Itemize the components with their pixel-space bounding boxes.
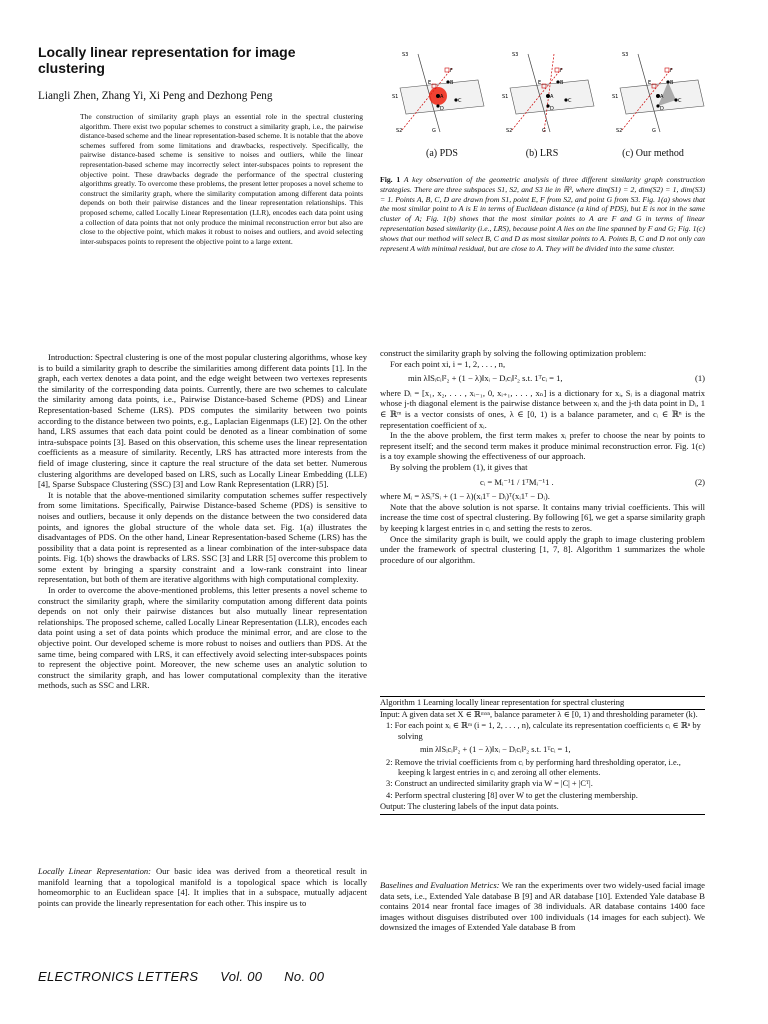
figure-caption (380, 175, 705, 253)
footer-journal: ELECTRONICS LETTERS (38, 969, 199, 984)
algorithm-input: Input: A given data set X ∈ ℝᵐˣⁿ, balance parameter λ ∈ [0, 1) and thresholding parameter (k). (380, 710, 698, 720)
label-g: G (542, 128, 546, 134)
label-c: C (678, 98, 682, 104)
label-a: A (440, 94, 444, 100)
label-s2: S2 (616, 128, 623, 134)
label-a: A (550, 94, 554, 100)
solving-text: By solving the problem (1), it gives that (390, 461, 528, 472)
figure-panel-b (502, 52, 594, 134)
once-text: Once the similarity graph is built, we could apply the graph to image clustering problem under the framework of spectral clustering [1, 7, 8]. Algorithm 1 summarizes the whole procedure of our algorithm. (380, 533, 705, 565)
label-b: B (450, 80, 454, 86)
intro-section (38, 352, 367, 691)
label-s3: S3 (512, 52, 519, 58)
label-g: G (432, 128, 436, 134)
algorithm-step-1: 1: For each point xᵢ ∈ ℝᵐ (i = 1, 2, . . . , n), calculate its representation coefficients cᵢ ∈ ℝⁿ by solving (386, 721, 701, 741)
label-s2: S2 (396, 128, 403, 134)
footer-volume: Vol. 00 (220, 969, 263, 984)
where-2: where Mᵢ = λSᵢᵀSᵢ + (1 − λ)(xᵢ1ᵀ − Dᵢ)ᵀ(xᵢ1ᵀ − Dᵢ). (380, 491, 550, 502)
llr-section (38, 866, 367, 908)
algorithm-step-2: 2: Remove the trivial coefficients from cᵢ by performing hard thresholding operator, i.e., keeping k largest entries in cᵢ and zeroing all other elements. (386, 758, 681, 778)
figure-sublabel-b: (b) LRS (525, 148, 559, 159)
algorithm-step-3: 3: Construct an undirected similarity graph via W = |C| + |Cᵀ|. (386, 779, 593, 789)
equation-1 (380, 373, 705, 384)
method-section (380, 348, 705, 565)
label-e: E (428, 80, 432, 86)
label-g: G (652, 128, 656, 134)
for-each-point: For each point xi, i = 1, 2, . . . , n, (390, 358, 506, 369)
label-s3: S3 (402, 52, 409, 58)
algorithm-step-4: 4: Perform spectral clustering [8] over W to get the clustering membership. (386, 790, 638, 800)
algorithm-head: Algorithm 1 Learning locally linear representation for spectral clustering (380, 696, 705, 710)
label-d: D (550, 106, 554, 112)
label-e: E (648, 80, 652, 86)
figure-sublabel-c: (c) Our method (622, 148, 684, 159)
label-s3: S3 (622, 52, 629, 58)
note-text: Note that the above solution is not sparse. It contains many trivial coefficients. This will increase the time cost of spectral clustering. By following [6], we get a sparse similarity graph by keeping k largest entries in cᵢ and setting the rests to zeros. (380, 501, 705, 533)
method-intro: construct the similarity graph by solving the following optimization problem: (380, 348, 647, 358)
para-above: In the the above problem, the first term makes xᵢ prefer to choose the near by points to represent itself; and the second term makes it produce minimal reconstruction error. Fig. 1(c) is a toy example showing the effectiveness of our approach. (380, 430, 705, 462)
label-c: C (568, 98, 572, 104)
intro-paragraph-1: Introduction: Spectral clustering is one of the most popular clustering algorithms, whose key is to build a similarity graph to describe the similarities among different data points [1]. In the graph, each vertex denotes a data point, and the edge weight between two vertexes represents the similarity of the corresponding data points. Currently, there are two schemes to calculate the similarity among data points, i.e., Pairwise Distance-based Scheme (PDS) and Linear Representation-based Scheme (LRS). PDS computes the similarity between two points according to the distance between two points, e.g., Laplacian Eigenmaps (LE) [2]. On the other hand, LRS assumes that each data point could be denoted as a linear combination of some intra-subspace points [3]. Based on this observation, this scheme uses the linear representation coefficients as a measure of similarity. Recently, LRS has attracted more interests from the field of image clustering, since it capture the real structure of the data set better. Numerous clustering algorithms are developed based on LRS, such as Locally Linear Embedding (LLE) [4], Sparse Subspace Clustering (SSC) [3] and Low Rank Representation (LRR) [5]. (38, 352, 367, 490)
label-a: A (660, 94, 664, 100)
equation-1-number: (1) (694, 373, 705, 384)
baseline-text: We ran the experiments over two widely-used facial image data sets, i.e., Extended Yale database B [9] and AR database [10]. Extended Yale database B contains 2014 near frontal face images of 38 individuals. AR database contains 1400 face images without disguises distributed over 100 individuals (14 images for each subject). We downsized the images of Extended Yale database B from (380, 880, 705, 933)
abstract: The construction of similarity graph plays an essential role in the spectral clustering algorithm. There exist two popular schemes to construct a similarity graph, i.e., the pairwise distance-based scheme and the linear representation-based scheme. It is notable that the above schemes suffered from some limitations and drawbacks, respectively. Specifically, the pairwise distance-based scheme is sensitive to noises and outliers, while the linear representation-based scheme may incorrectly select inter-subspaces points to represent the objective point. These drawbacks degrade the performance of the spectral clustering algorithms greatly. To overcome these problems, the present letter proposes a novel scheme to construct the similarity graph, where the similarity computation among different data points depends on both their pairwise distances and the linear representation relationships. This proposed scheme, called Locally Linear Representation (LLR), encodes each data point using a collection of data points that not only produce the minimal reconstruction error but also are close to the objective point, which makes it robust to noises and outliers, and avoid selecting inter-subspaces points to represent the objective point to a large extent. (80, 112, 363, 246)
label-s2: S2 (506, 128, 513, 134)
equation-2-body: cᵢ = Mᵢ⁻¹1 / 1ᵀMᵢ⁻¹1 . (480, 476, 554, 487)
label-s1: S1 (502, 94, 509, 100)
label-f: F (560, 68, 563, 74)
paper-title: Locally linear representation for image clustering (38, 44, 296, 76)
llr-text: Our basic idea was derived from a theoretical result in manifold learning that a topological manifold is a topological space which is locally homeomorphic to an Euclidean space [4]. It implies that in a subspace, mutually adjacent points can provide the linearly representation for each other. This inspire us to (38, 866, 367, 908)
label-d: D (660, 106, 664, 112)
label-e: E (538, 80, 542, 86)
baseline-heading: Baselines and Evaluation Metrics: (380, 880, 500, 890)
label-s1: S1 (612, 94, 619, 100)
where-1: where Dᵢ = [x₁, x₂, . . . , xᵢ₋₁, 0, xᵢ₊₁, . . . , xₙ] is a dictionary for xᵢ, Sᵢ is a diagonal matrix whose j-th diagonal element is the pairwise distance between xᵢ and the j-th data point in Dᵢ, 1 ∈ ℝᵐ is a vector consists of ones, λ ∈ [0, 1) is a balance parameter, and cᵢ ∈ ℝⁿ is the representation coefficient of xᵢ. (380, 387, 705, 430)
figure-sublabel-a: (a) PDS (426, 148, 458, 159)
paper-authors: Liangli Zhen, Zhang Yi, Xi Peng and Dezhong Peng (38, 90, 273, 102)
baselines-section (380, 880, 705, 933)
page-footer (38, 969, 342, 984)
figure-panel-a (392, 52, 484, 134)
figure-panel-c (612, 52, 704, 134)
equation-1-body: min λ‖Sᵢcᵢ‖²₂ + (1 − λ)‖xᵢ − Dᵢcᵢ‖²₂ s.t. 1ᵀcᵢ = 1, (408, 373, 563, 384)
llr-heading: Locally Linear Representation: (38, 866, 152, 876)
label-d: D (440, 106, 444, 112)
label-b: B (560, 80, 564, 86)
intro-paragraph-2: It is notable that the above-mentioned similarity computation schemes suffer respectively from some limitations. Specifically, Pairwise Distance-based Scheme (PDS) is sensitive to noises and outliers, because it only depends on the distance between the two considered data points, and ignores the global structure of the whole data set. Fig. 1(a) illustrates the disadvantages of PDS. On the other hand, Linear Representation-based Scheme (LRS) has the possibility that a data point is represented as a linear combination of the inter-subspace data points. Fig. 1(b) shows the drawbacks of LRS. SSC [3] and LRR [5] overcome this problem to some extent by bringing a sparsity constraint and a low-rank constraint into linear representation, but both of them are iterative algorithms with high computational complexity. (38, 489, 367, 585)
label-f: F (450, 68, 453, 74)
equation-2-number: (2) (694, 476, 705, 487)
caption-label: Fig. 1 (380, 175, 401, 184)
caption-text: A key observation of the geometric analysis of three different similarity graph construction strategies. There are three subspaces S1, S2, and S3 lie in ℝ³, where dim(S1) = 2, dim(S2) = 1, dim(S3) = 1. Points A, B, C, D are drawn from S1, point E, F from S2, and point G from S3. Fig. 1(a) shows that the most similar point to A is E in terms of Euclidean distance (a kind of PDS), but E is not in the same cluster of A; Fig. 1(b) shows that the most similar points to A are F and G in terms of linear representation based similarity (i.e., LRS), because point A lies on the line spanned by F and G; Fig. 1(c) shows that our method will select B, C and D as most similar points to A. Points B, C and D not only can represent A with minimal residual, but are close to A. They will be divided into the same cluster. (380, 175, 705, 253)
label-s1: S1 (392, 94, 399, 100)
algorithm-step-1-eq: min λ‖Sᵢcᵢ‖²₂ + (1 − λ)‖xᵢ − Dᵢcᵢ‖²₂ s.t. 1ᵀcᵢ = 1, (420, 744, 571, 754)
algorithm-1 (380, 696, 705, 815)
footer-number: No. 00 (284, 969, 325, 984)
intro-paragraph-3: In order to overcome the above-mentioned problems, this letter presents a novel scheme to construct the similarity graph, where the similarity computation among different data points depends on not only their pairwise distances but also mutually linear representation relationships. The proposed scheme, called Locally Linear Representation (LLR), encodes each data point using a set of data points which produce the minimal error, and are close to the objective point. Our developed scheme is more robust to noises and outliers than PDS. At the same time, being compared with LRS, it can effectively avoid selecting inter-subspaces points to represent the objective point. Moreover, the new scheme uses an analytic solution to construct the similarity graph, and has lower computational complexity than the iterative methods, such as SSC and LRR. (38, 585, 367, 691)
figure-1 (388, 48, 716, 148)
algorithm-output: Output: The clustering labels of the input data points. (380, 802, 705, 815)
label-c: C (458, 98, 462, 104)
label-b: B (670, 80, 674, 86)
label-f: F (670, 68, 673, 74)
equation-2 (380, 477, 705, 488)
